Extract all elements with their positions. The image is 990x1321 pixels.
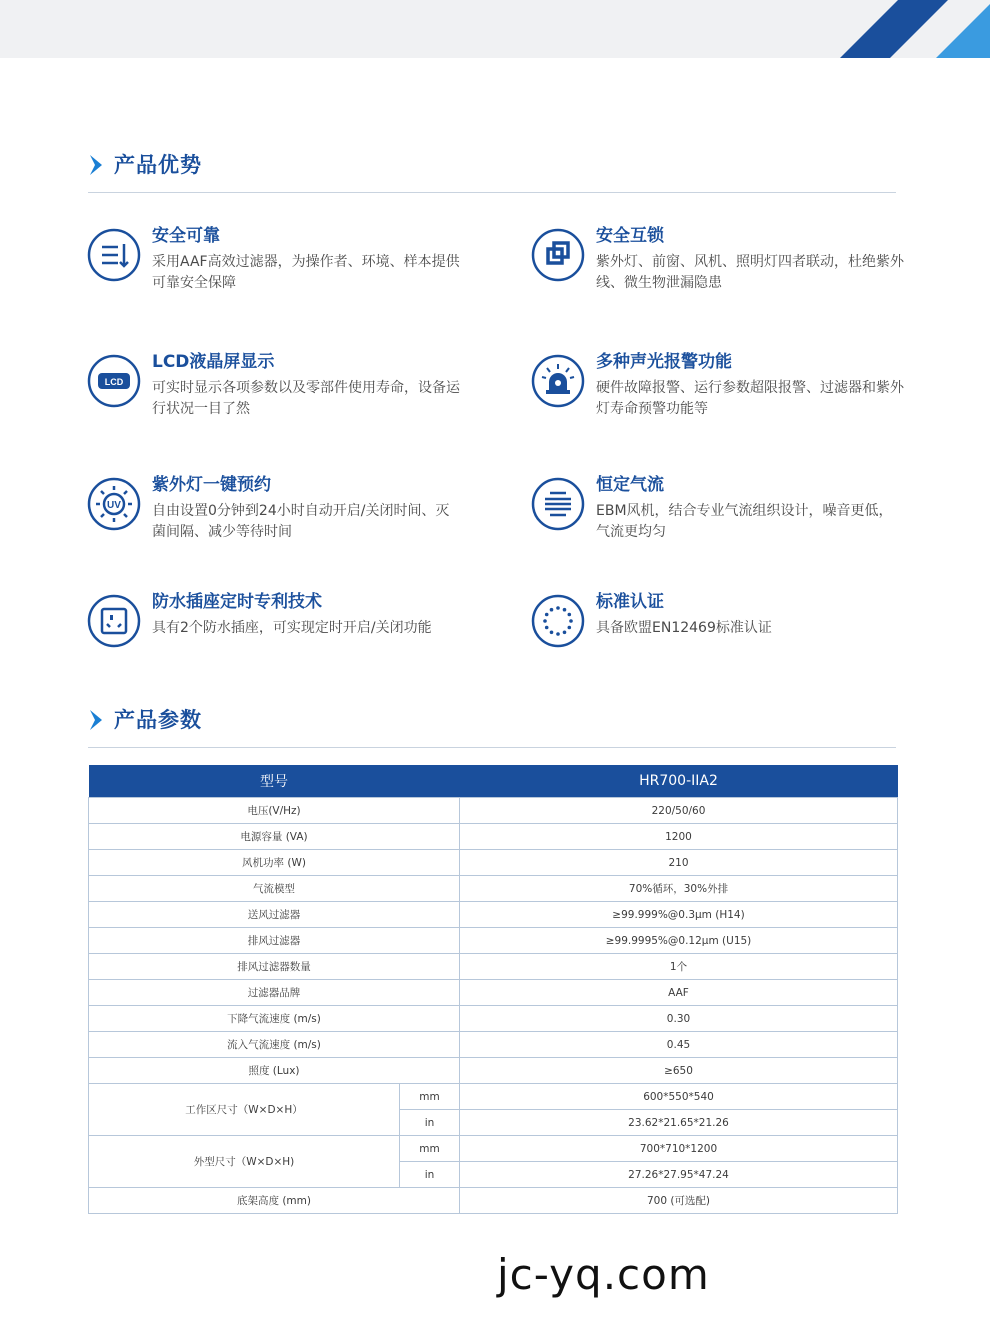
feature-desc: 具备欧盟EN12469标准认证 [596, 620, 772, 636]
filter-lines-icon [87, 228, 141, 282]
feature-certification [531, 594, 906, 684]
table-row [89, 980, 898, 1006]
eu-stars-icon [531, 594, 585, 648]
table-row [89, 902, 898, 928]
spec-table [88, 765, 898, 1214]
row-value: 1200 [460, 824, 898, 850]
section-title: 产品优势 [114, 153, 202, 177]
divider [88, 192, 896, 193]
table-row [89, 1006, 898, 1032]
feature-airflow [531, 477, 906, 567]
table-row [89, 824, 898, 850]
unit-mm: mm [400, 1136, 460, 1162]
section-header-advantages [88, 150, 896, 182]
row-label: 送风过滤器 [89, 902, 460, 928]
feature-desc: EBM风机，结合专业气流组织设计，噪音更低，气流更均匀 [596, 503, 893, 540]
table-row [89, 1136, 898, 1162]
feature-desc: 硬件故障报警、运行参数超限报警、过滤器和紫外灯寿命预警功能等 [596, 380, 904, 417]
row-label: 排风过滤器数量 [89, 954, 460, 980]
corner-stripes-decoration [840, 0, 990, 58]
feature-title: LCD液晶屏显示 [152, 352, 275, 372]
table-row [89, 1032, 898, 1058]
header-label: 型号 [89, 765, 460, 798]
row-label: 电压(V/Hz) [89, 798, 460, 824]
row-label: 下降气流速度 (m/s) [89, 1006, 460, 1032]
watermark: jc-yq.com [497, 1250, 710, 1299]
table-header-row [89, 765, 898, 798]
row-value: 0.45 [460, 1032, 898, 1058]
socket-icon [87, 594, 141, 648]
feature-socket [87, 594, 462, 684]
row-label: 照度 (Lux) [89, 1058, 460, 1084]
row-label: 流入气流速度 (m/s) [89, 1032, 460, 1058]
row-label: 气流模型 [89, 876, 460, 902]
feature-interlock [531, 228, 906, 318]
alarm-light-icon [531, 354, 585, 408]
table-row [89, 954, 898, 980]
row-label: 电源容量 (VA) [89, 824, 460, 850]
lcd-icon [87, 354, 141, 408]
feature-title: 多种声光报警功能 [596, 352, 732, 372]
row-value: 1个 [460, 954, 898, 980]
interlock-squares-icon [531, 228, 585, 282]
row-value: AAF [460, 980, 898, 1006]
svg-text:LCD: LCD [104, 377, 124, 387]
chevron-right-icon [88, 709, 104, 731]
header-value: HR700-IIA2 [460, 765, 898, 798]
outer-size-in: 27.26*27.95*47.24 [460, 1162, 898, 1188]
feature-alarm [531, 354, 906, 444]
feature-desc: 可实时显示各项参数以及零部件使用寿命，设备运行状况一目了然 [152, 380, 460, 417]
feature-desc: 紫外灯、前窗、风机、照明灯四者联动，杜绝紫外线、微生物泄漏隐患 [596, 254, 904, 291]
feature-desc: 具有2个防水插座，可实现定时开启/关闭功能 [152, 620, 432, 636]
feature-title: 安全可靠 [152, 226, 220, 246]
stand-height-value: 700 (可选配) [460, 1188, 898, 1214]
work-area-in: 23.62*21.65*21.26 [460, 1110, 898, 1136]
feature-title: 标准认证 [596, 592, 664, 612]
outer-size-label: 外型尺寸（W×D×H) [89, 1136, 400, 1188]
svg-text:UV: UV [107, 500, 121, 511]
table-row [89, 850, 898, 876]
table-row [89, 928, 898, 954]
table-row [89, 1084, 898, 1110]
row-value: 0.30 [460, 1006, 898, 1032]
table-row [89, 876, 898, 902]
work-area-label: 工作区尺寸（W×D×H） [89, 1084, 400, 1136]
row-label: 过滤器品牌 [89, 980, 460, 1006]
section-header-params [88, 705, 896, 737]
airflow-lines-icon [531, 477, 585, 531]
unit-in: in [400, 1110, 460, 1136]
unit-mm: mm [400, 1084, 460, 1110]
work-area-mm: 600*550*540 [460, 1084, 898, 1110]
row-value: ≥650 [460, 1058, 898, 1084]
feature-desc: 采用AAF高效过滤器，为操作者、环境、样本提供可靠安全保障 [152, 254, 460, 291]
uv-sun-icon [87, 477, 141, 531]
table-row [89, 1188, 898, 1214]
row-value: 70%循环，30%外排 [460, 876, 898, 902]
unit-in: in [400, 1162, 460, 1188]
stand-height-label: 底架高度 (mm) [89, 1188, 460, 1214]
row-value: 210 [460, 850, 898, 876]
feature-title: 安全互锁 [596, 226, 664, 246]
table-row [89, 798, 898, 824]
row-value: ≥99.9995%@0.12μm (U15) [460, 928, 898, 954]
row-label: 风机功率 (W) [89, 850, 460, 876]
feature-uv-schedule [87, 477, 462, 567]
feature-title: 恒定气流 [596, 475, 664, 495]
table-row [89, 1058, 898, 1084]
feature-title: 防水插座定时专利技术 [152, 592, 322, 612]
feature-lcd [87, 354, 462, 444]
divider [88, 747, 896, 748]
chevron-right-icon [88, 154, 104, 176]
feature-title: 紫外灯一键预约 [152, 475, 271, 495]
feature-safety [87, 228, 462, 318]
row-label: 排风过滤器 [89, 928, 460, 954]
feature-desc: 自由设置0分钟到24小时自动开启/关闭时间、灭菌间隔、减少等待时间 [152, 503, 450, 540]
section-title: 产品参数 [114, 708, 202, 732]
row-value: ≥99.999%@0.3μm (H14) [460, 902, 898, 928]
row-value: 220/50/60 [460, 798, 898, 824]
outer-size-mm: 700*710*1200 [460, 1136, 898, 1162]
